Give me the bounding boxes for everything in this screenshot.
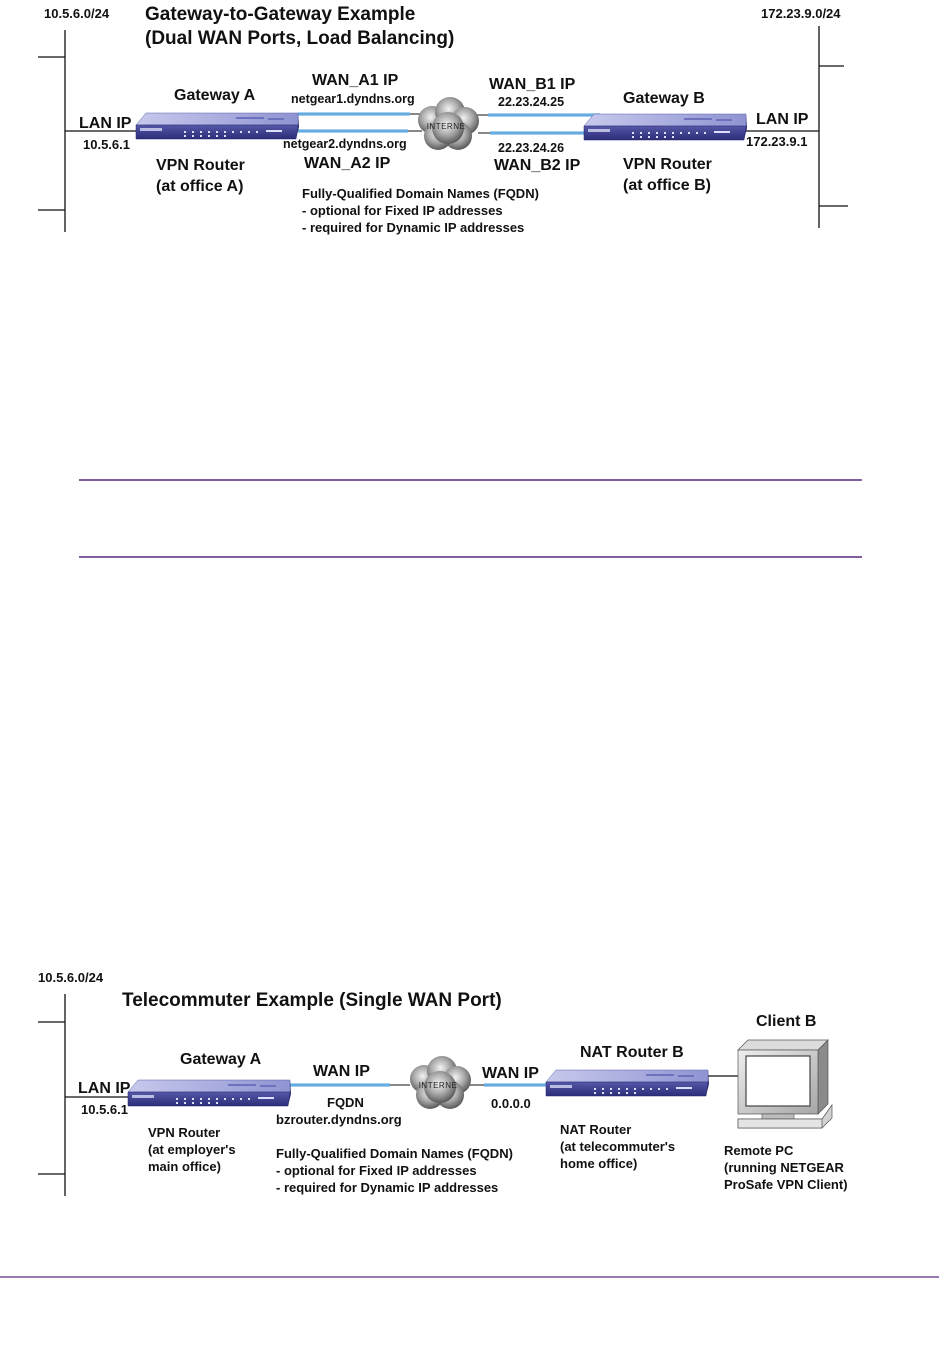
gateway2-role-line3: main office): [148, 1159, 221, 1174]
gateway-a-router-icon: [136, 113, 299, 139]
gateway-a-name: Gateway A: [174, 87, 256, 104]
subnet2-label: 10.5.6.0/24: [38, 970, 104, 985]
client-role-line3: ProSafe VPN Client): [724, 1177, 848, 1192]
nat-router-icon: [546, 1070, 709, 1096]
gateway-to-gateway-diagram: [38, 4, 848, 235]
wan-link-a: [290, 1083, 390, 1087]
wan-a2-link: [298, 129, 408, 133]
gateway2-role-line1: VPN Router: [148, 1125, 221, 1140]
fqdn-note-title: Fully-Qualified Domain Names (FQDN): [302, 186, 539, 201]
wan-ip-label-a: WAN IP: [313, 1063, 370, 1080]
fqdn-label: FQDN: [327, 1095, 364, 1110]
gateway2-name: Gateway A: [180, 1051, 262, 1068]
wan-link-b: [484, 1083, 548, 1087]
wan-b1-link: [488, 113, 600, 117]
gateway-b-name: Gateway B: [623, 90, 705, 107]
wan-a2-value: netgear2.dyndns.org: [283, 137, 407, 151]
wan-a1-link: [298, 112, 410, 116]
gateway-b-role-line2: (at office B): [623, 177, 711, 194]
nat-router-role-line2: (at telecommuter's: [560, 1139, 676, 1154]
gateway2-router-icon: [128, 1080, 291, 1106]
right-subnet-label: 172.23.9.0/24: [761, 6, 841, 21]
gateway-a-lan-ip: 10.5.6.1: [83, 137, 130, 152]
gateway-a-lan-label: LAN IP: [79, 115, 132, 132]
gateway2-role-line2: (at employer's: [148, 1142, 236, 1157]
client-name: Client B: [756, 1013, 817, 1030]
remote-pc-icon: [738, 1040, 832, 1128]
diagram1-title-line2: (Dual WAN Ports, Load Balancing): [145, 28, 455, 49]
wan-ip-value-b: 0.0.0.0: [491, 1096, 531, 1111]
wan-b2-value: 22.23.24.26: [498, 141, 565, 155]
internet-cloud2-label: INTERNE: [418, 1081, 458, 1090]
gateway2-lan-label: LAN IP: [78, 1080, 131, 1097]
gateway-b-lan-label: LAN IP: [756, 111, 809, 128]
diagram1-title-line1: Gateway-to-Gateway Example: [145, 4, 416, 25]
gateway-b-role-line1: VPN Router: [623, 156, 712, 173]
telecommuter-diagram: [38, 970, 848, 1196]
fqdn2-note-line1: - optional for Fixed IP addresses: [276, 1163, 477, 1178]
nat-router-role-line1: NAT Router: [560, 1122, 632, 1137]
gateway-a-role-line1: VPN Router: [156, 157, 245, 174]
wan-a1-value: netgear1.dyndns.org: [291, 92, 415, 106]
left-subnet-label: 10.5.6.0/24: [44, 6, 110, 21]
wan-b2-label: WAN_B2 IP: [494, 157, 581, 174]
client-role-line2: (running NETGEAR: [724, 1160, 844, 1175]
client-role-line1: Remote PC: [724, 1143, 794, 1158]
wan-a2-label: WAN_A2 IP: [304, 155, 391, 172]
fqdn2-note-title: Fully-Qualified Domain Names (FQDN): [276, 1146, 513, 1161]
wan-a1-label: WAN_A1 IP: [312, 72, 399, 89]
wan-b1-value: 22.23.24.25: [498, 95, 565, 109]
gateway-b-lan-ip: 172.23.9.1: [746, 134, 808, 149]
gateway2-lan-ip: 10.5.6.1: [81, 1102, 128, 1117]
wan-b1-label: WAN_B1 IP: [489, 76, 576, 93]
internet-cloud-label: INTERNE: [426, 122, 466, 131]
nat-router-role-line3: home office): [560, 1156, 638, 1171]
gateway-b-router-icon: [584, 114, 747, 140]
fqdn2-note-line2: - required for Dynamic IP addresses: [276, 1180, 499, 1195]
nat-router-name: NAT Router B: [580, 1044, 684, 1061]
diagram2-title: Telecommuter Example (Single WAN Port): [122, 990, 502, 1011]
fqdn-note-line2: - required for Dynamic IP addresses: [302, 220, 525, 235]
fqdn-note-line1: - optional for Fixed IP addresses: [302, 203, 503, 218]
fqdn-value: bzrouter.dyndns.org: [276, 1112, 402, 1127]
gateway-a-role-line2: (at office A): [156, 178, 244, 195]
wan-b2-link: [490, 131, 586, 135]
wan-ip-label-b: WAN IP: [482, 1065, 539, 1082]
